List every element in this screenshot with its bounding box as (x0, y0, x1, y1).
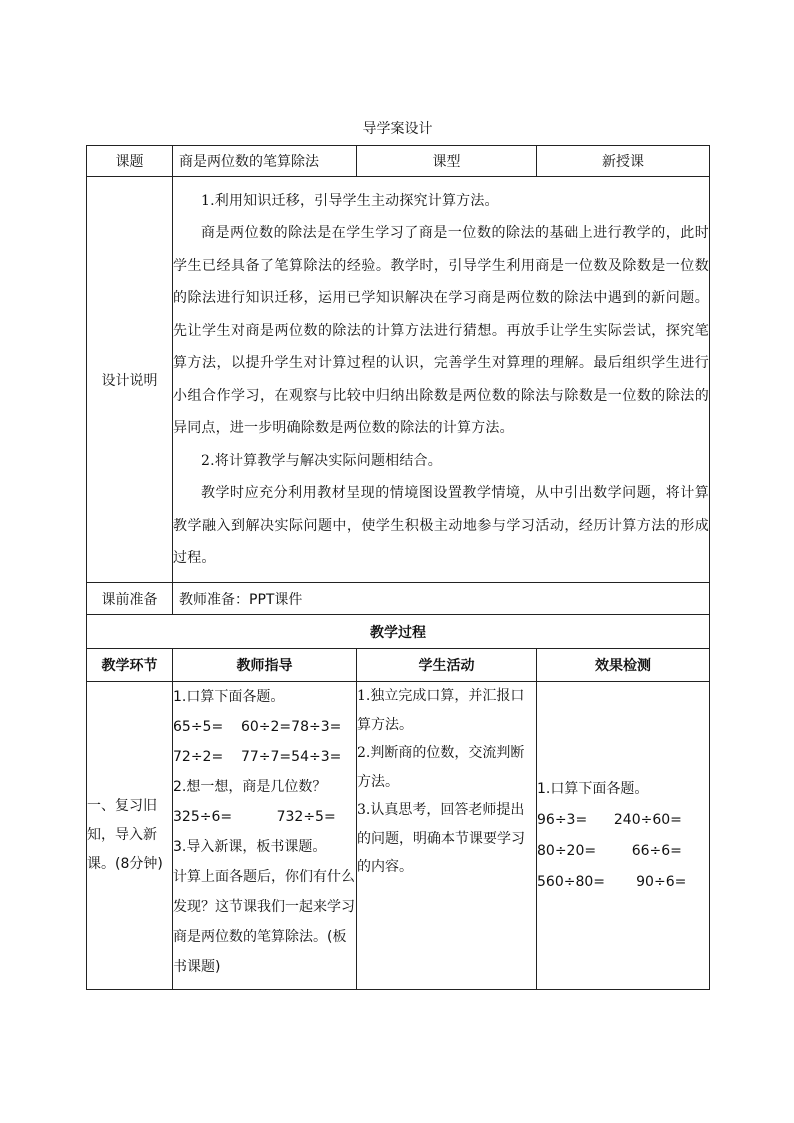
process-row (87, 682, 710, 990)
design-paragraph: 2.将计算教学与解决实际问题相结合。 (201, 452, 442, 469)
teacher-line: 2.想一想，商是几位数？ (173, 779, 327, 795)
column-header: 教师指导 (173, 649, 357, 682)
header-row (87, 146, 710, 177)
prep-label: 课前准备 (87, 583, 173, 615)
type-value: 新授课 (537, 146, 710, 177)
prep-row (87, 583, 710, 615)
process-title: 教学过程 (87, 615, 710, 649)
teacher-line: 325÷6= 732÷5= (173, 809, 336, 825)
stage-name: 一、复习旧知，导入新课。(8分钟) (87, 682, 173, 990)
design-paragraph: 教学时应充分利用教材呈现的情境图设置教学情境，从中引出数学问题，将计算教学融入到解决实际问题中，使学生积极主动地参与学习活动，经历计算方法的形成过程。 (173, 485, 709, 566)
check-line: 560÷80= 90÷6= (537, 873, 687, 890)
process-header-row (87, 649, 710, 682)
design-paragraph: 商是两位数的除法是在学生学习了商是一位数的除法的基础上进行教学的，此时学生已经具备了笔算除法的经验。教学时，引导学生利用商是一位数及除数是一位数的除法进行知识迁移，运用已学知识解决在学习商是两位数的除法中遇到的新问题。先让学生对商是两位数的除法的计算方法进行猜想。再放手让学生实际尝试，探究笔算方法，以提升学生对计算过程的认识，完善学生对算理的理解。最后组织学生进行小组合作学习，在观察与比较中归纳出除数是两位数的除法与除数是一位数的除法的异同点，进一步明确除数是两位数的除法的计算方法。 (173, 225, 709, 436)
effect-check (537, 682, 710, 990)
teacher-line: 65÷5= 60÷2=78÷3= (173, 719, 342, 735)
topic-value: 商是两位数的笔算除法 (173, 146, 357, 177)
teacher-line: 1.口算下面各题。 (173, 689, 285, 705)
design-paragraph: 1.利用知识迁移，引导学生主动探究计算方法。 (201, 192, 499, 209)
design-row (87, 177, 710, 583)
student-item: 1.独立完成口算，并汇报口算方法。 (357, 688, 525, 733)
check-line: 80÷20= 66÷6= (537, 842, 682, 859)
prep-value: 教师准备：PPT课件 (173, 583, 710, 615)
design-label: 设计说明 (87, 177, 173, 583)
topic-label: 课题 (87, 146, 173, 177)
teacher-guidance (173, 682, 357, 990)
teacher-line: 72÷2= 77÷7=54÷3= (173, 749, 342, 765)
column-header: 教学环节 (87, 649, 173, 682)
check-line: 96÷3= 240÷60= (537, 811, 682, 828)
teacher-line: 3.导入新课，板书课题。 (173, 839, 327, 855)
student-item: 3.认真思考，回答老师提出的问题，明确本节课要学习的内容。 (357, 802, 525, 875)
column-header: 学生活动 (357, 649, 537, 682)
design-notes (173, 177, 710, 583)
teacher-line: 计算上面各题后，你们有什么发现？这节课我们一起来学习商是两位数的笔算除法。(板书课题) (173, 869, 355, 975)
student-item: 2.判断商的位数，交流判断方法。 (357, 745, 525, 790)
check-line: 1.口算下面各题。 (537, 780, 649, 797)
lesson-table (86, 145, 710, 990)
column-header: 效果检测 (537, 649, 710, 682)
process-title-row (87, 615, 710, 649)
student-activity (357, 682, 537, 990)
type-label: 课型 (357, 146, 537, 177)
document-title: 导学案设计 (362, 121, 433, 137)
